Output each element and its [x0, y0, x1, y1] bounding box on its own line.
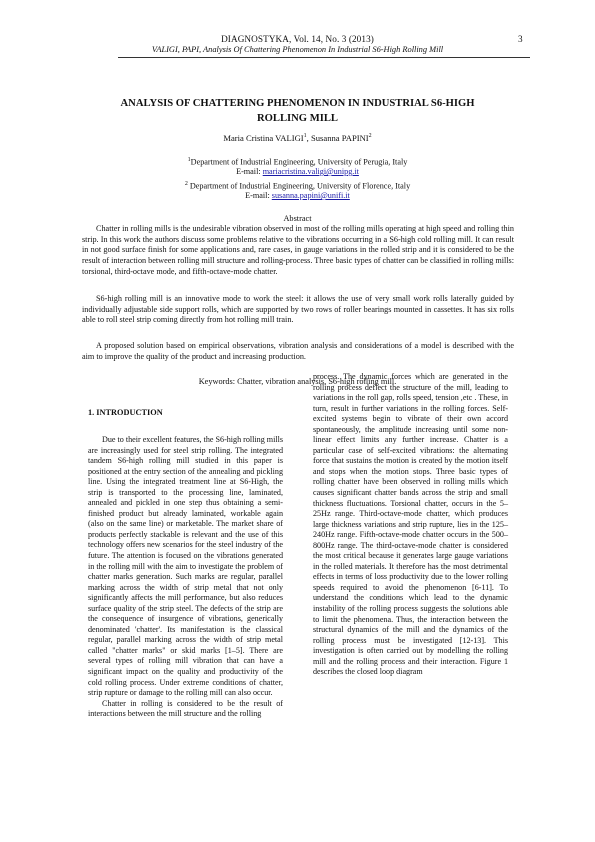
running-title: VALIGI, PAPI, Analysis Of Chattering Phenomenon In Industrial S6-High Rolling Mill [151, 45, 444, 54]
author-name: Maria Cristina VALIGI [223, 133, 304, 143]
affiliation-1-email [0, 167, 595, 177]
left-column [88, 435, 283, 720]
email-link[interactable]: mariacristina.valigi@unipg.it [262, 167, 359, 176]
paper-title-line-2: ROLLING MILL [257, 113, 338, 124]
affiliation-mark: 1 [187, 157, 191, 163]
abstract-paragraph: A proposed solution based on empirical observations, vibration analysis and considerations of a model is described with the aim to improve the quality of the product and increasing production. [82, 341, 514, 361]
body-paragraph: process. The dynamic forces which are generated in the rolling process deflect the structure of the mill, leading to variations in the roll gap, rolls speed, tension ,etc . These, in turn, result in further variations in the rolling forces. Self-excited systems begin to vibrate of their own accord spontaneously, the amplitude increasing until some non-linear effect limits any further increase. Chatter is a particular case of self-excited vibrations: the alternating force that sustains the motion is created by the motion itself and stops when the motion stops. Three basic types of rolling chatter have been observed in rolling mills which causes significant chatter bands across the strip and small thickness fluctuations. Torsional chatter, occurs in the 5–25Hz range. Third-octave-mode chatter, which produces large thickness variations and strip rupture, lies in the 125–240Hz range. Fifth-octave-mode chatter occurs in the 500–800Hz range. The third-octave-mode chatter is considered the most critical because it generates large gauge variations in the rolled materials. It therefore has the most detrimental effects in terms of loss productivity due to the lower rolling speeds required to avoid the phenomenon [6-11]. To understand the conditions which lead to the dynamic instability of the rolling process suggests the solutions able to limit the phenomena. Thus, the interaction between the structural dynamics of the mill and the dynamics of the rolling process must be investigated [12-13]. This investigation is often carried out by modelling the rolling mill and the rolling process and their interaction. Figure 1 describes the closed loop diagram [313, 372, 508, 677]
section-heading: 1. INTRODUCTION [88, 408, 163, 417]
keywords: Keywords: Chatter, vibration analysis, S6-high rolling mill. [198, 377, 397, 386]
body-paragraph: Due to their excellent features, the S6-high rolling mills are increasingly used for steel strip rolling. The integrated tandem S6-high rolling mill studied in this paper is positioned at the entry section of the annealing and pickling line. Using the integrated treatment line at S6-High, the strip is transported to the processing line, laminated, annealed and pickled in one step thus obtaining a semi-finished product but already laminated, workable again (also on the same line) or marketable. The market share of products perfectly stackable is relevant and the use of this technology offers new scenarios for the steel industry of the future. The attention is focused on the vibrations generated in the rolling mill with the aim to investigate the problem of chatter marks generation. Such marks are regular, parallel marking across the width of strip metal that not only significantly affects the mill performance, but also reduces surface quality of the strip steel. The defects of the strip are the consequence of insurgence of vibrations, generically denominated 'chatter'. Its manifestation is the classical regular, parallel marking across the width of strip metal called "chatter marks" or skid marks [1–5]. There are several types of rolling mill vibration that can have a significant impact on the quality and productivity of the cold rolling process. Under extreme conditions of chatter, strip rupture or damage to the rolling mill can also occur. [88, 435, 283, 698]
right-column [313, 372, 508, 678]
affiliation-mark: 2 [184, 181, 188, 187]
email-link[interactable]: susanna.papini@unifi.it [271, 191, 350, 200]
email-label: E-mail: [236, 167, 263, 176]
body-paragraph: Chatter in rolling is considered to be the result of interactions between the mill structure and the rolling [88, 698, 283, 719]
paper-title [90, 96, 505, 126]
affiliation-2-email [0, 191, 595, 201]
author-separator: , Susanna PAPINI [306, 133, 369, 143]
email-label: E-mail: [245, 191, 272, 200]
header-divider [118, 57, 530, 58]
affiliation-1 [0, 155, 595, 168]
paper-title-line-1: ANALYSIS OF CHATTERING PHENOMENON IN INDUSTRIAL S6-HIGH [120, 98, 475, 109]
journal-header: DIAGNOSTYKA, Vol. 14, No. 3 (2013) [221, 34, 374, 44]
abstract-paragraph: S6-high rolling mill is an innovative mode to work the steel: it allows the use of very small work rolls laterally guided by individually adjustable side support rolls, which are supported by two rows of roller bearings mounted in cassettes. It has six rolls able to roll steel strip coming directly from hot rolling mill train. [82, 294, 514, 325]
abstract-heading: Abstract [283, 214, 312, 223]
affiliation-department: Department of Industrial Engineering, University of Florence, Italy [187, 181, 411, 191]
affiliation-department: Department of Industrial Engineering, University of Perugia, Italy [190, 157, 408, 167]
author-affiliation-mark: 1 [303, 133, 307, 140]
author-list [0, 133, 595, 143]
author-affiliation-mark: 2 [368, 133, 372, 140]
page-number: 3 [518, 34, 523, 44]
abstract-paragraph: Chatter in rolling mills is the undesirable vibration observed in most of the rolling mills operating at high speed and rolling thin strip. In this work the authors discuss some problems relative to the vibrations occurring in a S6-high cold rolling mill. It can result in not good surface finish for some applications and, rare cases, in gauge variations in the rolled strip and it is considered to be the result of interaction between rolling mill structure and rolling-process. Three basic types of chatter can be classified in rolling mills: torsional, third-octave mode, and fifth-octave-mode chatter. [82, 224, 514, 276]
affiliation-2 [0, 179, 595, 192]
